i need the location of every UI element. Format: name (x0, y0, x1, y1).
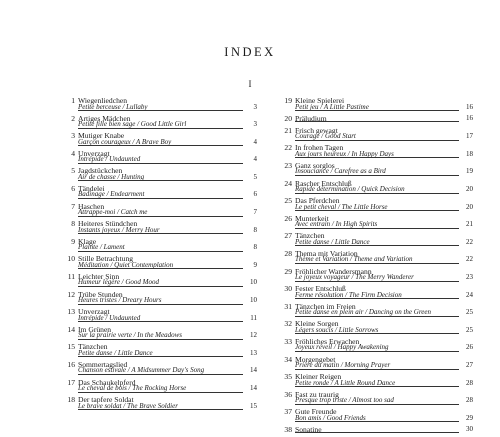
index-entry (274, 355, 473, 373)
entry-rule (295, 281, 459, 282)
entry-title: Fester Entschluß (295, 284, 346, 294)
entry-number: 13 (67, 307, 75, 317)
index-entry (57, 96, 257, 114)
entry-page-number: 5 (253, 172, 257, 181)
entry-page-number: 9 (253, 260, 257, 269)
entry-subtitle: Instants joyeux / Merry Hour (78, 225, 160, 234)
entry-title: Das Pferdchen (295, 196, 340, 206)
entry-title: Rascher Entschluß (295, 178, 352, 188)
entry-page-number: 24 (466, 290, 473, 299)
entry-rule (295, 140, 459, 141)
index-entry (57, 307, 257, 325)
entry-subtitle: Le brave soldat / The Brave Soldier (78, 401, 178, 410)
index-entry (57, 254, 257, 272)
entry-rule (295, 386, 459, 387)
entry-number: 14 (67, 324, 75, 334)
entry-subtitle: Petit jeu / A Little Pastime (295, 102, 369, 111)
entry-page-number: 17 (466, 132, 473, 141)
entry-number: 28 (284, 248, 292, 258)
entry-number: 23 (284, 160, 292, 170)
entry-page-number: 27 (466, 361, 473, 369)
entry-page-number: 16 (466, 113, 473, 122)
entry-number: 25 (284, 196, 292, 206)
entry-subtitle: Petite danse / Little Dance (295, 237, 370, 246)
entry-rule (78, 356, 243, 357)
index-entry (57, 272, 257, 290)
entry-title: Heiteres Stündchen (78, 219, 138, 229)
index-entry (274, 96, 473, 114)
index-entry (274, 179, 473, 197)
entry-rule (78, 128, 243, 129)
entry-number: 4 (71, 148, 75, 158)
entry-subtitle: Rapide détermination / Quick Decision (295, 185, 405, 194)
entry-page-number: 15 (250, 401, 257, 410)
entry-rule (78, 286, 243, 287)
entry-title: Sommertagslied (78, 359, 128, 369)
entry-title: Kleine Sorgen (295, 319, 339, 329)
entry-rule (78, 392, 243, 393)
entry-page-number: 20 (466, 185, 473, 194)
entry-title: Leichter Sinn (78, 271, 120, 281)
entry-subtitle: Humeur légère / Good Mood (78, 278, 160, 287)
index-entry (274, 337, 473, 355)
entry-title: Klage (78, 236, 97, 246)
index-entry (57, 325, 257, 343)
entry-page-number: 18 (466, 149, 473, 158)
entry-number: 19 (284, 96, 292, 105)
entry-number: 38 (284, 424, 292, 434)
entry-number: 34 (284, 354, 292, 364)
entry-subtitle: Bon amis / Good Friends (295, 413, 366, 422)
entry-number: 2 (71, 113, 75, 123)
entry-rule (295, 369, 459, 370)
entry-rule (78, 163, 243, 164)
entry-rule (78, 198, 243, 199)
index-entry (57, 360, 257, 378)
index-entry (57, 237, 257, 255)
index-entry (274, 249, 473, 267)
entry-title: Sonatine (295, 424, 322, 434)
index-entry (274, 284, 473, 302)
entry-title: Fröhliches Erwachen (295, 336, 360, 346)
entry-subtitle: Légers soucis / Little Sorrows (295, 325, 379, 334)
entry-page-number: 14 (250, 366, 257, 375)
index-entry (57, 290, 257, 308)
entry-rule (295, 404, 459, 405)
entry-page-number: 10 (250, 278, 257, 287)
entry-subtitle: Garçon courageux / A Brave Boy (78, 137, 172, 146)
entry-number: 11 (67, 271, 75, 281)
entry-title: Munterkeit (295, 213, 329, 223)
entry-page-number: 3 (253, 102, 257, 111)
entry-subtitle: Intrépide / Undaunted (78, 313, 141, 322)
entry-subtitle: Insouciance / Carefree as a Bird (295, 167, 386, 176)
entry-subtitle: Le petit cheval / The Little Horse (295, 202, 388, 211)
index-entry (274, 267, 473, 285)
entry-title: Kleiner Reigen (295, 372, 342, 382)
entry-title: Ganz sorglos (295, 160, 335, 170)
entry-title: Kleine Spielerei (295, 96, 345, 105)
entry-subtitle: Prière du matin / Morning Prayer (295, 361, 391, 369)
entry-title: Tändelei (78, 183, 105, 193)
entry-rule (295, 210, 459, 211)
entry-number: 37 (284, 407, 292, 417)
entry-page-number: 21 (466, 220, 473, 229)
entry-rule (78, 216, 243, 217)
index-entry (57, 219, 257, 237)
entry-number: 35 (284, 372, 292, 382)
entry-page-number: 19 (466, 167, 473, 176)
entry-rule (295, 263, 459, 264)
index-entry (57, 184, 257, 202)
entry-page-number: 28 (466, 396, 473, 405)
entry-title: Thema mit Variation (295, 248, 358, 258)
entry-number: 24 (284, 178, 292, 188)
entry-number: 15 (67, 342, 75, 352)
entry-number: 31 (284, 301, 292, 311)
entry-title: In frohen Tagen (295, 143, 344, 153)
entry-title: Frisch gewagt (295, 125, 338, 135)
entry-subtitle: Heures tristes / Dreary Hours (78, 296, 162, 305)
entry-rule (295, 193, 459, 194)
entry-subtitle: Petite danse en plein air / Dancing on the Green (295, 308, 432, 317)
entry-page-number: 16 (466, 102, 473, 111)
entry-number: 9 (71, 236, 75, 246)
entry-number: 16 (67, 359, 75, 369)
entry-page-number: 20 (466, 202, 473, 211)
entry-number: 7 (71, 201, 75, 211)
entry-subtitle: Plainte / Lament (78, 243, 125, 252)
entry-number: 17 (67, 377, 75, 387)
entry-title: Unverzagt (78, 148, 110, 158)
entry-title: Fröhlicher Wandersmann (295, 266, 372, 276)
entry-rule (78, 409, 243, 410)
index-entry (274, 407, 473, 425)
index-entry (274, 161, 473, 179)
entry-rule (295, 228, 459, 229)
entry-rule (78, 321, 243, 322)
entry-number: 12 (67, 289, 75, 299)
entry-title: Tänzchen (295, 231, 325, 241)
entry-subtitle: Avec entrain / In High Spirits (295, 220, 378, 229)
entry-page-number: 3 (253, 120, 257, 129)
entry-subtitle: Aux jours heureux / In Happy Days (295, 149, 394, 158)
entry-page-number: 4 (253, 137, 257, 146)
entry-rule (295, 121, 459, 122)
entry-subtitle: Le joyeux voyageur / The Merry Wanderer (295, 273, 414, 282)
entry-rule (78, 304, 243, 305)
entry-rule (295, 351, 459, 352)
entry-page-number: 22 (466, 237, 473, 246)
entry-number: 1 (71, 96, 75, 105)
entry-title: Gute Freunde (295, 407, 337, 417)
index-entry (274, 114, 473, 126)
entry-number: 27 (284, 231, 292, 241)
entry-title: Fast zu traurig (295, 389, 339, 399)
entry-subtitle: Le cheval de bois / The Rocking Horse (78, 384, 187, 392)
index-entry (57, 149, 257, 167)
entry-rule (78, 110, 243, 111)
entry-title: Der tapfere Soldat (78, 395, 134, 405)
entry-number: 30 (284, 284, 292, 294)
entry-rule (78, 145, 243, 146)
entry-subtitle: Joyeux réveil / Happy Awakening (295, 343, 389, 352)
entry-page-number: 6 (253, 190, 257, 199)
index-entry (274, 196, 473, 214)
entry-page-number: 25 (466, 308, 473, 317)
section-number: I (248, 79, 252, 89)
index-entry (274, 372, 473, 390)
entry-title: Wiegenliedchen (78, 96, 128, 105)
entry-page-number: 7 (253, 208, 257, 217)
entry-number: 22 (284, 143, 292, 153)
entry-rule (295, 110, 459, 111)
entry-subtitle: Courage / Good Start (295, 132, 356, 141)
index-entry (274, 126, 473, 144)
entry-subtitle: Badinage / Endearment (78, 190, 145, 199)
entry-page-number: 28 (466, 378, 473, 387)
index-entry (274, 319, 473, 337)
entry-rule (78, 233, 243, 234)
entry-subtitle: Petite fille bien sage / Good Little Girl (78, 120, 187, 129)
index-entry (274, 390, 473, 408)
entry-subtitle: Attrappe-moi / Catch me (78, 208, 148, 217)
entry-number: 21 (284, 125, 292, 135)
entry-rule (295, 175, 459, 176)
index-entry (57, 131, 257, 149)
entry-page-number: 10 (250, 296, 257, 305)
entry-page-number: 8 (253, 243, 257, 252)
entry-title: Morgengebet (295, 354, 336, 364)
entry-number: 33 (284, 336, 292, 346)
index-column-right (274, 96, 473, 437)
index-entry (274, 302, 473, 320)
entry-number: 36 (284, 389, 292, 399)
entry-number: 3 (71, 131, 75, 141)
entry-number: 29 (284, 266, 292, 276)
entry-title: Tänzchen im Freien (295, 301, 356, 311)
entry-rule (295, 157, 459, 158)
entry-title: Im Grünen (78, 324, 112, 334)
entry-subtitle: Intrépide / Undaunted (78, 155, 141, 164)
entry-title: Jagdstückchen (78, 166, 123, 176)
entry-rule (295, 421, 459, 422)
index-entry (274, 214, 473, 232)
entry-title: Trübe Stunden (78, 289, 123, 299)
entry-number: 8 (71, 219, 75, 229)
entry-page-number: 23 (466, 273, 473, 282)
index-entry (57, 114, 257, 132)
entry-page-number: 13 (250, 348, 257, 357)
entry-page-number: 30 (466, 424, 473, 433)
entry-rule (78, 339, 243, 340)
entry-rule (78, 374, 243, 375)
entry-page-number: 26 (466, 343, 473, 352)
entry-number: 18 (67, 395, 75, 405)
index-entry (274, 425, 473, 437)
entry-rule (78, 180, 243, 181)
entry-rule (295, 432, 459, 433)
entry-rule (295, 245, 459, 246)
index-entry (57, 202, 257, 220)
index-entry (57, 166, 257, 184)
entry-title: Tänzchen (78, 342, 108, 352)
entry-number: 32 (284, 319, 292, 329)
entry-title: Haschen (78, 201, 105, 211)
entry-subtitle: Petite berceuse / Lullaby (78, 102, 148, 111)
entry-number: 5 (71, 166, 75, 176)
entry-subtitle: Ferme résolution / The Firm Decision (295, 290, 402, 299)
index-entry (274, 231, 473, 249)
entry-number: 10 (67, 254, 75, 264)
entry-page-number: 22 (466, 255, 473, 264)
entry-title: Unverzagt (78, 307, 110, 317)
entry-rule (295, 316, 459, 317)
index-entry (57, 342, 257, 360)
entry-page-number: 12 (250, 331, 257, 340)
entry-number: 20 (284, 113, 292, 123)
entry-page-number: 14 (250, 384, 257, 392)
page-title: INDEX (224, 45, 276, 59)
entry-subtitle: Presque trop triste / Almost too sad (295, 396, 394, 405)
entry-subtitle: Thème et Variation / Theme and Variation (295, 255, 413, 264)
index-column-left (57, 96, 257, 413)
entry-subtitle: Sur la prairie verte / In the Meadows (78, 331, 183, 340)
entry-subtitle: Petite ronde / A Little Round Dance (295, 378, 396, 387)
entry-title: Das Schaukelpferd (78, 377, 136, 387)
entry-subtitle: Chanson estivale / A Midsummer Day's Song (78, 366, 205, 375)
entry-rule (295, 333, 459, 334)
entry-page-number: 25 (466, 325, 473, 334)
entry-title: Mutiger Knabe (78, 131, 125, 141)
index-entry (57, 395, 257, 413)
entry-page-number: 11 (250, 313, 257, 322)
entry-page-number: 8 (253, 225, 257, 234)
entry-page-number: 29 (466, 413, 473, 422)
entry-subtitle: Méditation / Quiet Contemplation (78, 260, 174, 269)
entry-title: Stille Betrachtung (78, 254, 134, 264)
entry-page-number: 4 (253, 155, 257, 164)
entry-rule (295, 298, 459, 299)
entry-subtitle: Petite danse / Little Dance (78, 348, 153, 357)
entry-subtitle: Air de chasse / Hunting (78, 172, 145, 181)
entry-number: 26 (284, 213, 292, 223)
entry-number: 6 (71, 183, 75, 193)
index-entry (57, 378, 257, 396)
entry-rule (78, 251, 243, 252)
entry-rule (78, 268, 243, 269)
index-entry (274, 143, 473, 161)
entry-title: Artiges Mädchen (78, 113, 131, 123)
entry-title: Präludium (295, 113, 327, 123)
